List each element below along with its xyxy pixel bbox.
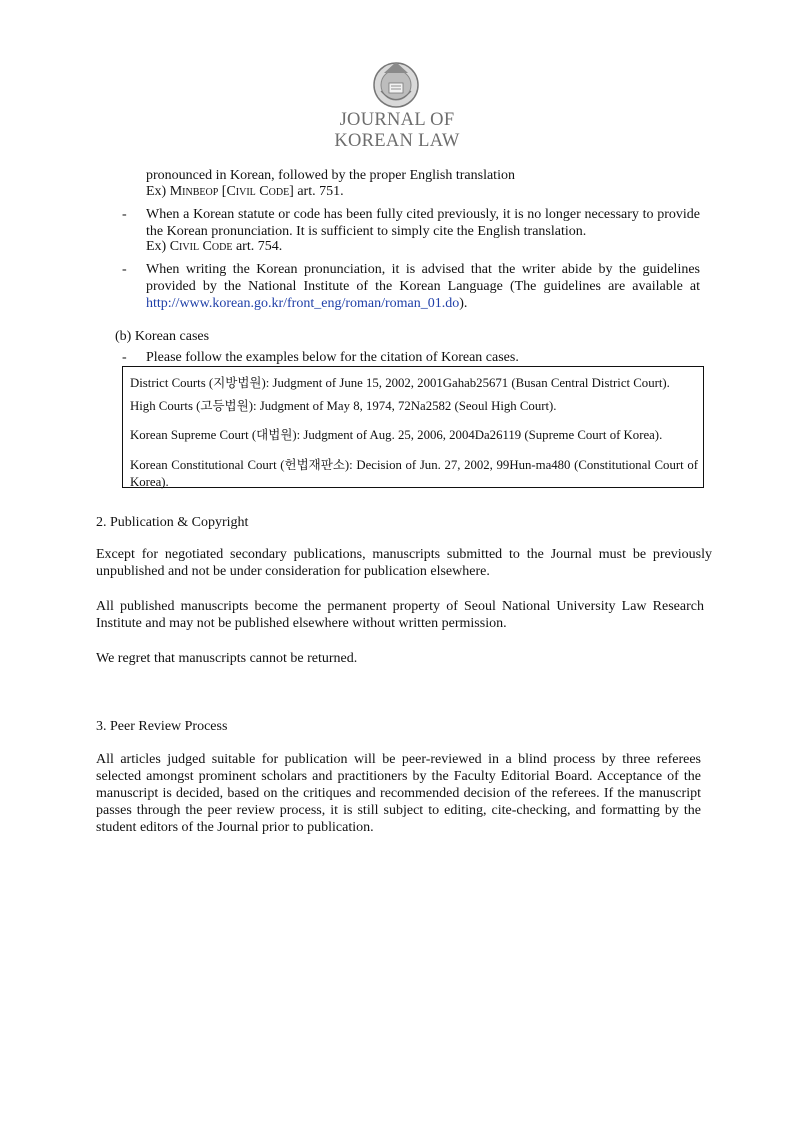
seal-icon [371, 58, 421, 108]
publication-para-2: All published manuscripts become the permanent property of Seoul National University Law Research Institute and may not be published elsewhere without written permission. [96, 599, 704, 631]
bullet-statute-cited: When a Korean statute or code has been fully cited previously, it is no longer necessary to provide the Korean pronunciation. It is sufficient to simply cite the English translation. [146, 207, 700, 239]
bullet-dash: - [122, 262, 127, 277]
korean-cases-heading: (b) Korean cases [115, 329, 210, 344]
publication-para-1: Except for negotiated secondary publications, manuscripts submitted to the Journal must be previously unpublished and not be under consideration for publication elsewhere. [96, 547, 712, 579]
example-civil-code-short: Ex) Civil Code art. 754. [146, 239, 283, 254]
case-supreme-court: Korean Supreme Court (대법원): Judgment of Aug. 25, 2006, 2004Da26119 (Supreme Court of Korea). [130, 427, 663, 442]
publication-para-3: We regret that manuscripts cannot be returned. [96, 651, 358, 666]
case-district-court: District Courts (지방법원): Judgment of June 15, 2002, 2001Gahab25671 (Busan Central District Court). [130, 375, 670, 390]
bullet-pronunciation-guidelines: When writing the Korean pronunciation, it is advised that the writer abide by the guidelines provided by the National Institute of the Korean Language (The guidelines are available at http://www.korean.go.kr/front_eng/roman/roman_01.do). [146, 262, 700, 311]
case-constitutional-court: Korean Constitutional Court (헌법재판소): Decision of Jun. 27, 2002, 99Hun-ma480 (Constitutional Court of Korea). [130, 457, 698, 489]
publication-heading: 2. Publication & Copyright [96, 515, 249, 530]
journal-title-line2: KOREAN LAW [334, 131, 460, 151]
case-high-court: High Courts (고등법원): Judgment of May 8, 1974, 72Na2582 (Seoul High Court). [130, 398, 557, 413]
continued-line: pronounced in Korean, followed by the proper English translation [146, 168, 515, 183]
example-civil-code: Ex) Minbeop [Civil Code] art. 751. [146, 184, 344, 199]
peer-review-para: All articles judged suitable for publication will be peer-reviewed in a blind process by three referees selected amongst prominent scholars and practitioners by the Faculty Editorial Board. Acceptance of the manuscript is decided, based on the critiques and recommended decision of the referees. If the manuscript passes through the peer review process, it is still subject to editing, cite-checking, and formatting by the student editors of the Journal prior to publication. [96, 752, 701, 835]
peer-review-heading: 3. Peer Review Process [96, 719, 228, 734]
korean-cases-intro: Please follow the examples below for the citation of Korean cases. [146, 350, 519, 365]
bullet-dash: - [122, 207, 127, 222]
guidelines-link[interactable]: http://www.korean.go.kr/front_eng/roman/roman_01.do [146, 296, 460, 311]
journal-title-line1: JOURNAL OF [339, 110, 455, 130]
bullet-dash: - [122, 350, 127, 365]
journal-emblem [371, 58, 421, 108]
